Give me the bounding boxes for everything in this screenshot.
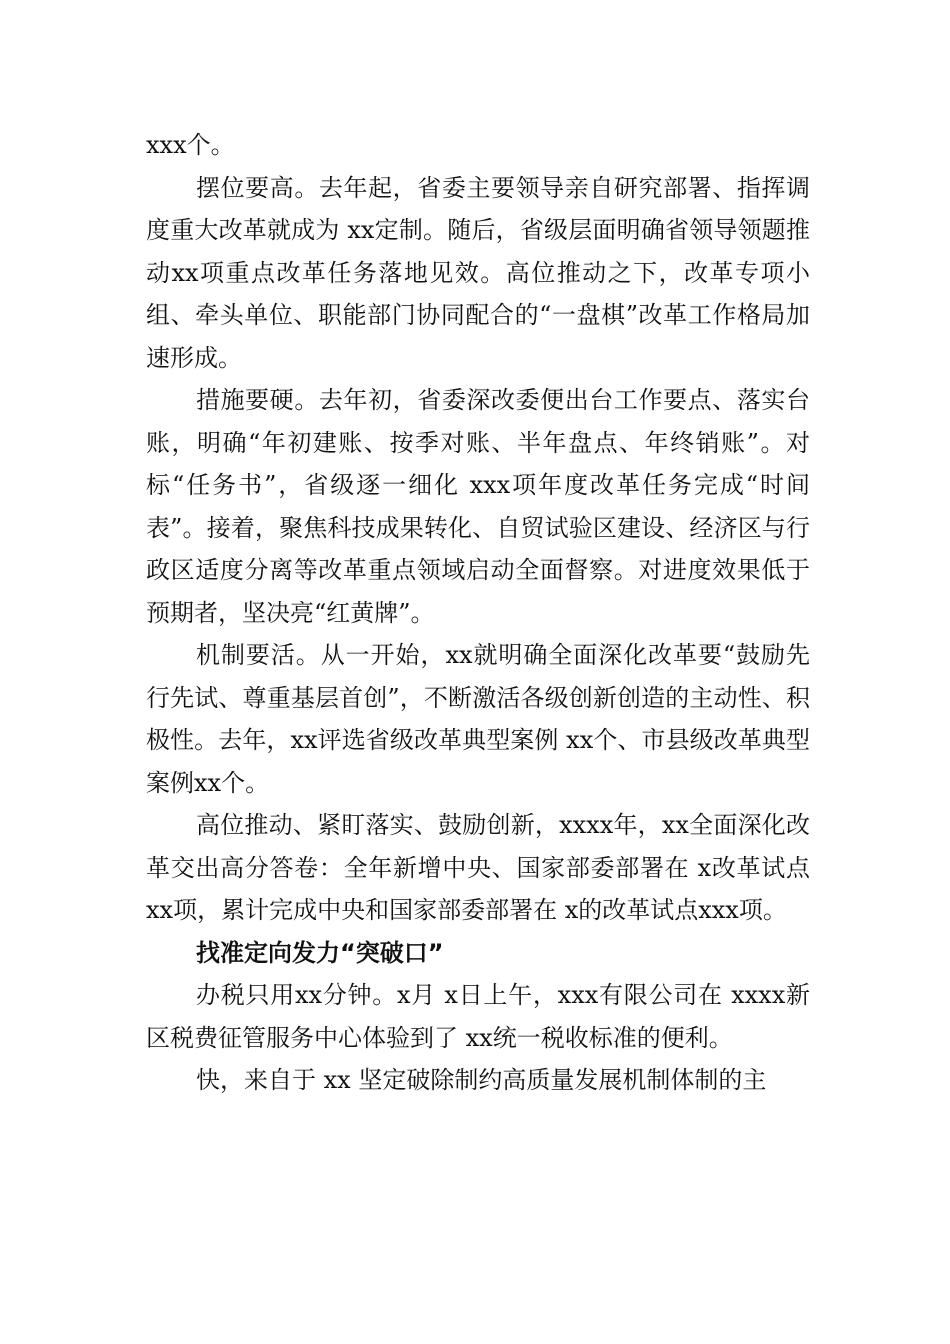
paragraph-tax-service: 办税只用xx分钟。x月 x日上午，xxx有限公司在 xxxx新区税费征管服务中心体验到了 xx统一税收标准的便利。	[146, 981, 810, 1052]
paragraph-high-position: 摆位要高。去年起，省委主要领导亲自研究部署、指挥调度重大改革就成为 xx定制。随后，省级层面明确省领导领题推动xx项重点改革任务落地见效。高位推动之下，改革专项小组、牵头单位、职能部门协同配合的“一盘棋”改革工作格局加速形成。	[146, 173, 810, 372]
section-heading: 找准定向发力“突破口”	[196, 938, 444, 967]
paragraph-continuation: xxx个。	[146, 131, 235, 159]
paragraph-flexible-mechanism: 机制要活。从一开始，xx就明确全面深化改革要“鼓励先行先试、尊重基层首创”，不断激活各级创新创造的主动性、积极性。去年，xx评选省级改革典型案例 xx个、市县级改革典型案例xx个。	[146, 641, 810, 797]
paragraph-firm-measures: 措施要硬。去年初，省委深改委便出台工作要点、落实台账，明确“年初建账、按季对账、半年盘点、年终销账”。对标“任务书”，省级逐一细化 xxx项年度改革任务完成“时间表”。接着，聚焦科技成果转化、自贸试验区建设、经济区与行政区适度分离等改革重点领域启动全面督察。对进度效果低于预期者，坚决亮“红黄牌”。	[146, 386, 810, 627]
paragraph-speed: 快，来自于 xx 坚定破除制约高质量发展机制体制的主	[196, 1066, 767, 1094]
paragraph-summary: 高位推动、紧盯落实、鼓励创新，xxxx年，xx全面深化改革交出高分答卷：全年新增中央、国家部委部署在 x改革试点 xx项，累计完成中央和国家部委部署在 x的改革试点xxx项。	[146, 811, 810, 924]
document-body	[146, 124, 810, 1102]
